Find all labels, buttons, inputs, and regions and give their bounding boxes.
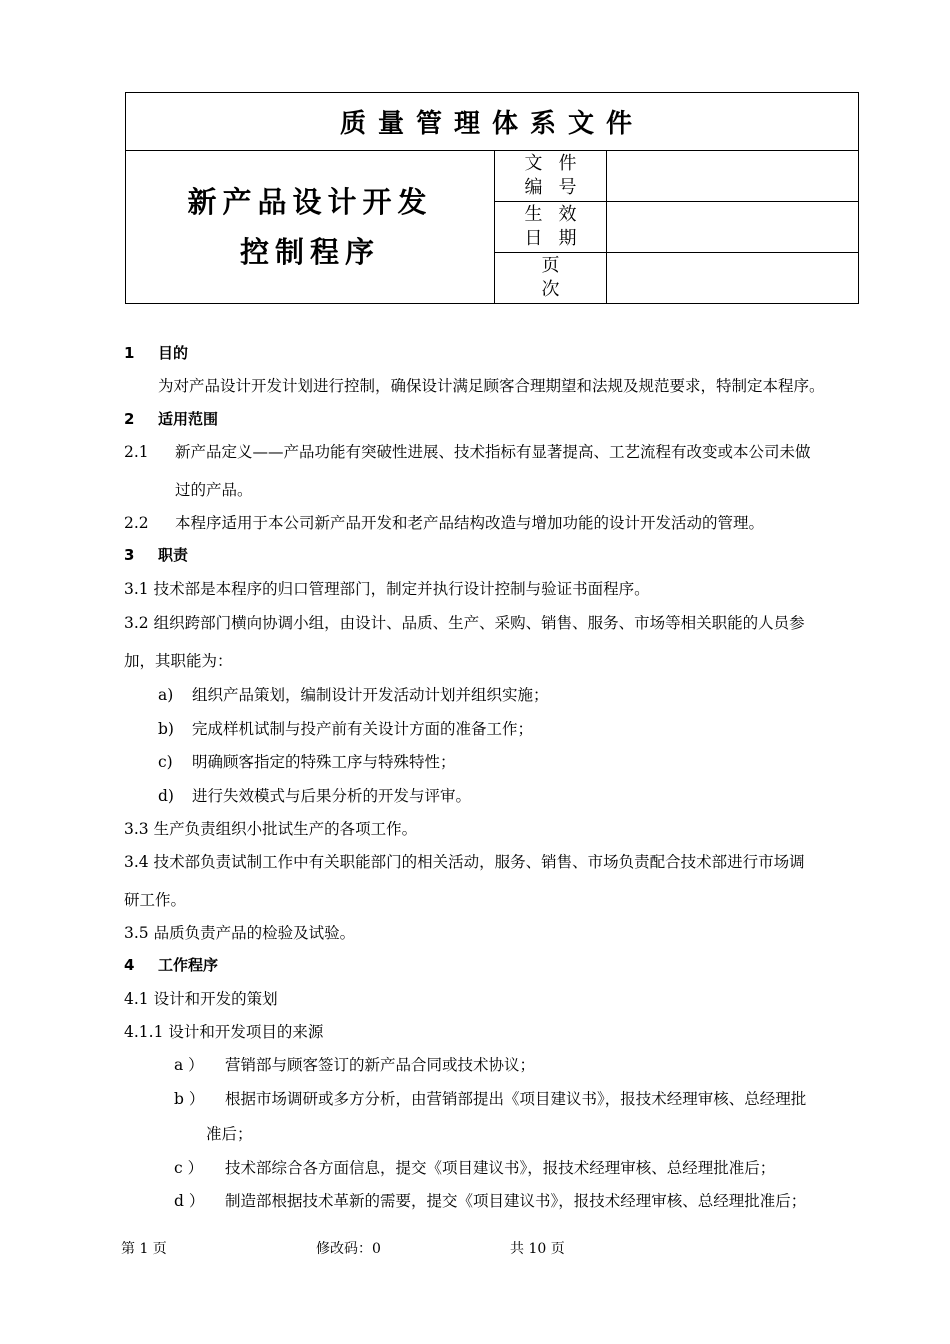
- clause-number: 2.1: [124, 443, 149, 461]
- clause: [124, 511, 764, 533]
- effective-date-value: [607, 202, 859, 252]
- list-item: [174, 1053, 535, 1075]
- clause: 4.1.1 设计和开发项目的来源: [124, 1023, 324, 1041]
- page-label: [495, 253, 607, 303]
- section-title: 适用范围: [158, 410, 219, 428]
- list-item: [158, 784, 471, 806]
- section-title: 目的: [158, 344, 189, 362]
- list-marker: b): [158, 720, 174, 738]
- clause: 3.1 技术部是本程序的归口管理部门，制定并执行设计控制与验证书面程序。: [124, 580, 650, 598]
- list-text: 明确顾客指定的特殊工序与特殊特性；: [192, 753, 456, 771]
- header-row-page: [495, 253, 859, 303]
- footer-page-number: 第 1 页: [121, 1241, 167, 1257]
- footer-revision: 修改码：0: [316, 1241, 381, 1257]
- clause: 4.1 设计和开发的策划: [124, 990, 278, 1008]
- clause: 3.2 组织跨部门横向协调小组，由设计、品质、生产、采购、销售、服务、市场等相关职能的人员参: [124, 614, 805, 632]
- list-item: [174, 1087, 806, 1109]
- list-item: [158, 750, 456, 772]
- footer-total-pages: 共 10 页: [510, 1241, 565, 1257]
- list-text: 制造部根据技术革新的需要，提交《项目建议书》，报技术经理审核、总经理批准后；: [225, 1192, 807, 1210]
- clause-text: 本程序适用于本公司新产品开发和老产品结构改造与增加功能的设计开发活动的管理。: [175, 514, 765, 532]
- effective-date-label-line2: 日期: [524, 228, 593, 249]
- header-row-effective-date: [495, 202, 859, 253]
- document-header-table: [125, 92, 859, 304]
- document-name: [126, 151, 495, 303]
- section-heading: [124, 408, 218, 429]
- doc-number-label: [495, 151, 607, 201]
- section-heading: [124, 342, 188, 363]
- section-title: 职责: [158, 546, 189, 564]
- page-value: [607, 253, 859, 303]
- list-marker: b ）: [174, 1090, 205, 1108]
- paragraph: 为对产品设计开发计划进行控制，确保设计满足顾客合理期望和法规及规范要求，特制定本程序。: [158, 377, 825, 395]
- effective-date-label: [495, 202, 607, 252]
- section-number: 2: [124, 410, 135, 428]
- list-marker: c): [158, 753, 173, 771]
- page-label-line2: 次: [541, 279, 576, 300]
- document-name-line2: 控制程序: [239, 235, 380, 269]
- clause-continuation: 研工作。: [124, 891, 187, 909]
- list-item: [174, 1156, 775, 1178]
- section-number: 1: [124, 344, 135, 362]
- clause: 3.4 技术部负责试制工作中有关职能部门的相关活动，服务、销售、市场负责配合技术部进行市场调: [124, 853, 805, 871]
- header-row-doc-number: [495, 151, 859, 202]
- list-item: [158, 683, 549, 705]
- clause: [124, 440, 811, 462]
- effective-date-label-line1: 生效: [524, 204, 593, 225]
- list-item: [174, 1189, 806, 1211]
- section-number: 4: [124, 956, 135, 974]
- clause-continuation: 加，其职能为：: [124, 652, 233, 670]
- list-marker: a): [158, 686, 174, 704]
- list-text: 根据市场调研或多方分析，由营销部提出《项目建议书》，报技术经理审核、总经理批: [225, 1090, 807, 1108]
- list-text: 组织产品策划，编制设计开发活动计划并组织实施；: [192, 686, 549, 704]
- list-marker: d ）: [174, 1192, 205, 1210]
- list-marker: c ）: [174, 1159, 204, 1177]
- doc-number-value: [607, 151, 859, 201]
- section-heading: [124, 954, 218, 975]
- list-text: 进行失效模式与后果分析的开发与评审。: [192, 787, 472, 805]
- list-marker: d): [158, 787, 174, 805]
- clause-text: 新产品定义——产品功能有突破性进展、技术指标有显著提高、工艺流程有改变或本公司未做: [175, 443, 811, 461]
- doc-number-label-line2: 编号: [524, 177, 593, 198]
- clause-number: 2.2: [124, 514, 149, 532]
- list-item: [158, 717, 533, 739]
- header-title: 质量管理体系文件: [126, 93, 858, 151]
- clause-continuation: 过的产品。: [175, 481, 253, 499]
- document-name-line1: 新产品设计开发: [187, 185, 433, 219]
- page-label-line1: 页: [541, 255, 576, 276]
- section-heading: [124, 544, 188, 565]
- section-title: 工作程序: [158, 956, 219, 974]
- list-text: 技术部综合各方面信息，提交《项目建议书》，报技术经理审核、总经理批准后；: [225, 1159, 776, 1177]
- doc-number-label-line1: 文件: [524, 153, 593, 174]
- clause: 3.3 生产负责组织小批试生产的各项工作。: [124, 820, 418, 838]
- section-number: 3: [124, 546, 135, 564]
- list-text: 营销部与顾客签订的新产品合同或技术协议；: [225, 1056, 536, 1074]
- list-marker: a ）: [174, 1056, 204, 1074]
- list-item-continuation: 准后；: [206, 1125, 253, 1143]
- list-text: 完成样机试制与投产前有关设计方面的准备工作；: [192, 720, 534, 738]
- clause: 3.5 品质负责产品的检验及试验。: [124, 924, 356, 942]
